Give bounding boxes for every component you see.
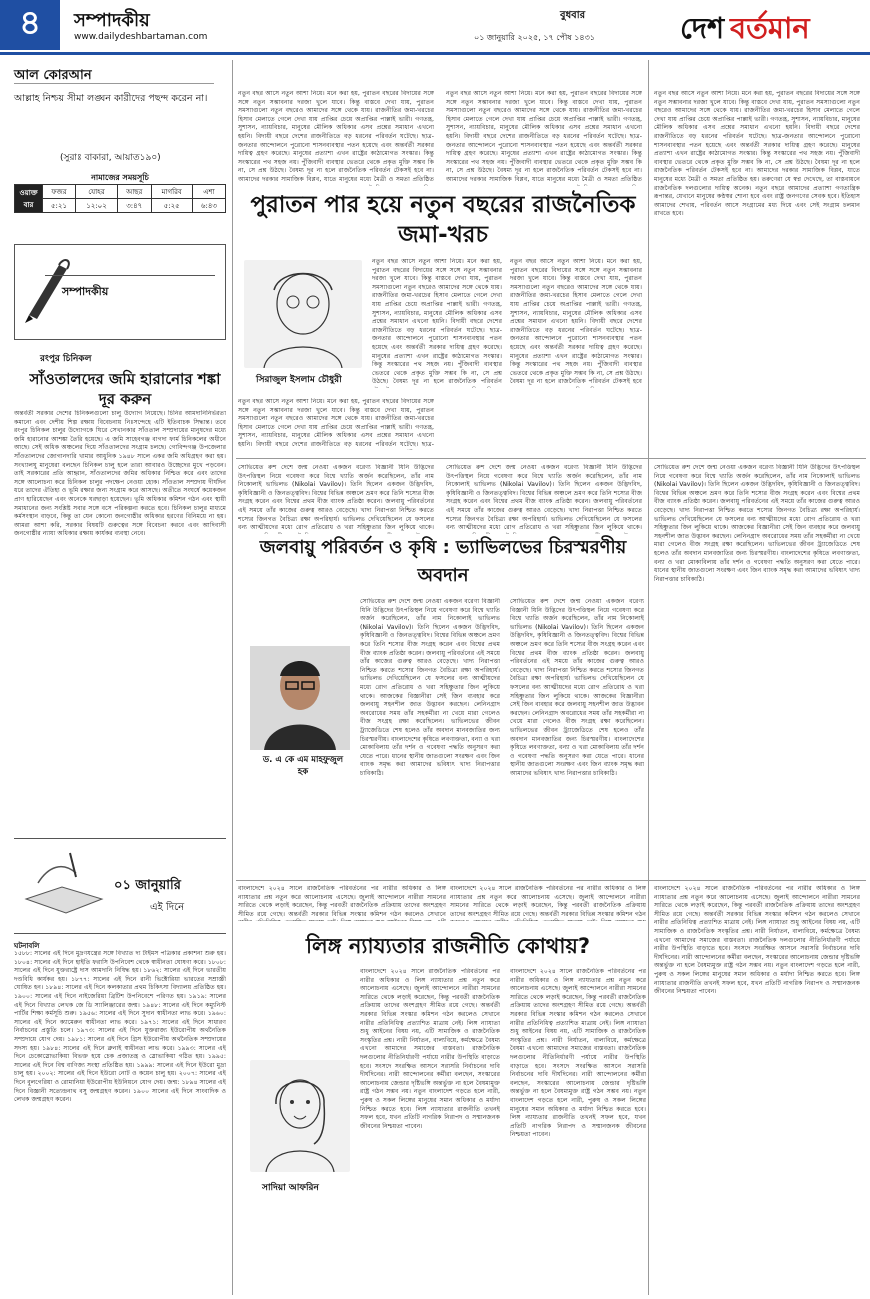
- namaz-time: ৫:২৫: [151, 199, 192, 213]
- article3-author: সাদিয়া আফরিন: [262, 1183, 319, 1193]
- author-photo: [250, 1060, 350, 1172]
- on-this-day-subtitle: এই দিনে: [150, 902, 185, 913]
- column-divider: [648, 60, 649, 1295]
- article1-column: নতুন বছর আসে নতুন আশা নিয়ে। মনে করা হয়, পুরাতন বছরের বিদায়ের সঙ্গে সঙ্গে নতুন সম্ভাবনার দরজা খুলে যাবে। কিন্তু বাস্তবে দেখা যায়, পুরাতন সমস্যাগুলো নতুন বছরেও আমাদের সঙ্গে থেকে যায়। রাজনীতির জমা-খরচের হিসাব মেলাতে গেলে দেখা যায় প্রাপ্তির চেয়ে অপ্রাপ্তির পাল্লাই ভারী। গণতন্ত্র, সুশাসন, ন্যায়বিচার, মানুষের মৌলিক অধিকার এসব প্রশ্নের সমাধান এখনো হয়নি। বিদায়ী বছরে দেশের রাজনীতিতে বড় ধরনের পরিবর্তন ঘটেছে। ছাত্র-জনতার আন্দোলনে পুরোনো শাসনব্যবস্থার পতন হয়েছে এবং অন্তর্বর্তী সরকার দায়িত্ব গ্রহণ করেছে। মানুষের প্রত্যাশা এখন রাষ্ট্রের কাঠামোগত সংস্কার। কিন্তু সংস্কারের পথ সহজ নয়। পুঁজিবাদী ব্যবস্থার ভেতরে থেকে প্রকৃত মুক্তি সম্ভব কি না, সে প্রশ্ন উঠছে। বৈষম্য দূর না হলে রাজনৈতিক পরিবর্তন টেকসই হবে না। আমাদের দরকার সামাজিক বিপ্লব, যাতে মানুষের মধ্যে মৈত্রী ও সমতা প্রতিষ্ঠিত: [238, 90, 434, 183]
- article1-author: সিরাজুল ইসলাম চৌধুরী: [256, 375, 342, 385]
- article3-headline: লিঙ্গ ন্যায্যতার রাজনীতি কোথায়?: [305, 934, 591, 958]
- editorial-headline: সাঁওতালদের জমি হারানোর শঙ্কা দূর করুন: [29, 370, 221, 408]
- article3-column: বাংলাদেশে ২০২৪ সালে রাজনৈতিক পরিবর্তনের পর নারীর অধিকার ও লিঙ্গ ন্যায্যতার প্রশ্ন নতুন করে আলোচনায় এসেছে। জুলাই আন্দোলনে নারীরা সামনের সারিতে থেকে লড়াই করেছেন, কিন্তু পরবর্তী রাজনৈতিক প্রক্রিয়ায় তাদের অংশগ্রহণ সীমিত রয়ে গেছে। অন্তর্বর্তী সরকার বিভিন্ন সংস্কার কমিশন গঠন: [450, 885, 646, 918]
- article1-column: নতুন বছর আসে নতুন আশা নিয়ে। মনে করা হয়, পুরাতন বছরের বিদায়ের সঙ্গে সঙ্গে নতুন সম্ভাবনার দরজা খুলে যাবে। কিন্তু বাস্তবে দেখা যায়, পুরাতন সমস্যাগুলো নতুন বছরেও আমাদের সঙ্গে থেকে যায়। রাজনীতির জমা-খরচের হিসাব মেলাতে গেলে দেখা যায় প্রাপ্তির চেয়ে অপ্রাপ্তির পাল্লাই ভারী। গণতন্ত্র, সুশাসন, ন্যায়বিচার, মানুষের মৌলিক অধিকার এসব প্রশ্নের সমাধান এখনো হয়নি। বিদায়ী বছরে দেশের রাজনীতিতে বড় ধরনের পরিবর্তন ঘটেছে। ছাত্র-জনতার আন্দোলনে পুরোনো শাসনব্যবস্থার পতন হয়েছে এবং অন্তর্বর্তী সরকার দায়িত্ব গ্রহণ করেছে। মানুষের প্রত্যাশা এখন রাষ্ট্রের কাঠামোগত সংস্কার। কিন্তু সংস্কারের পথ সহজ নয়। পুঁজিবাদী ব্যবস্থার ভেতরে থেকে প্রকৃত মুক্তি সম্ভব কি না, সে প্রশ্ন উঠছে। বৈষম্য দূর না হলে রাজনৈতিক পরিবর্তন টেকসই হবে না। আমাদের দরকার সামাজিক বিপ্লব, যাতে মানুষের মধ্যে মৈত্রী ও সমতা প্রতিষ্ঠিত হয়। তরুণেরা যে স্বপ্ন দেখেছে, তা বাস্তবায়নে রাজনৈতিক দলগুলোর দায়িত্ব অনেক। নতুন বছরে আমাদের প্রত্যাশা গণতান্ত্রিক রূপান্তর, যেখানে মানুষের কণ্ঠস্বর শোনা হবে এবং রাষ্ট্র জনগণের সেবক হবে। ইতিহাস আমাদের শেখায়, পরিবর্তন আসে সংগ্রামের মধ্য দিয়ে এবং সেই সংগ্রাম চলমান রাখতে হবে।: [654, 90, 860, 218]
- editorial-label: সম্পাদকীয়: [62, 285, 109, 298]
- editorial-banner: [14, 244, 226, 340]
- article1-headline: পুরাতন পার হয়ে নতুন বছরের রাজনৈতিক জমা-খরচ: [250, 192, 636, 248]
- koran-verse: আল্লাহ নিশ্চয় সীমা লঙ্ঘন কারীদের পছন্দ করেন না।: [14, 93, 208, 104]
- logo-part-1: দেশ: [680, 11, 725, 45]
- header-date: ০১ জানুয়ারি ২০২৫, ১৭ পৌষ ১৪৩১: [474, 33, 595, 42]
- header-day: বুধবার: [560, 10, 586, 21]
- on-this-day-title: ০১ জানুয়ারি: [114, 878, 181, 893]
- article3-column: বাংলাদেশে ২০২৪ সালে রাজনৈতিক পরিবর্তনের পর নারীর অধিকার ও লিঙ্গ ন্যায্যতার প্রশ্ন নতুন করে আলোচনায় এসেছে। জুলাই আন্দোলনে নারীরা সামনের সারিতে থেকে লড়াই করেছেন, কিন্তু পরবর্তী রাজনৈতিক প্রক্রিয়ায় তাদের অংশগ্রহণ সীমিত রয়ে গেছে। অন্তর্বর্তী সরকার বিভিন্ন সংস্কার কমিশন গঠন করলেও সেখানে নারীর প্রতিনিধিত্ব প্রত্যাশিত মাত্রায় নেই। লিঙ্গ ন্যায্যতা শুধু আইনের বিষয় নয়, এটি সামাজিক ও রাজনৈতিক সংস্কৃতির প্রশ্ন। নারী নির্যাতন, বাল্যবিয়ে, কর্মক্ষেত্রে বৈষম্য এখনো আমাদের সমাজের বাস্তবতা। রাজনৈতিক দলগুলোর নীতিনির্ধারণী পর্যায়ে নারীর উপস্থিতি বাড়াতে হবে। সংসদে সংরক্ষিত আসনে সরাসরি নির্বাচনের দাবি দীর্ঘদিনের। নারী আন্দোলনের কর্মীরা বলছেন, সংস্কারের আলোচনায় জেন্ডার দৃষ্টিভঙ্গি অন্তর্ভুক্ত না হলে বৈষম্যমুক্ত রাষ্ট্র গঠন সম্ভব নয়। নতুন বাংলাদেশ গড়তে হলে নারী, পুরুষ ও সকল লিঙ্গের মানুষের সমান অধিকার ও মর্যাদা নিশ্চিত করতে হবে। লিঙ্গ ন্যায্যতার রাজনীতি তখনই সফল হবে, যখন প্রতিটি নাগরিক নিরাপদ ও সম্মানজনক জীবনের নিশ্চয়তা পাবেন।: [360, 968, 500, 1130]
- site-url[interactable]: www.dailydeshbartaman.com: [74, 32, 208, 42]
- article3-column: বাংলাদেশে ২০২৪ সালে রাজনৈতিক পরিবর্তনের পর নারীর অধিকার ও লিঙ্গ ন্যায্যতার প্রশ্ন নতুন করে আলোচনায় এসেছে। জুলাই আন্দোলনে নারীরা সামনের সারিতে থেকে লড়াই করেছেন, কিন্তু পরবর্তী রাজনৈতিক প্রক্রিয়ায় তাদের অংশগ্রহণ সীমিত রয়ে গেছে। অন্তর্বর্তী সরকার বিভিন্ন সংস্কার কমিশন গঠন করলেও সেখানে নারীর প্রতিনিধিত্ব প্রত্যাশিত মাত্রায় নেই। লিঙ্গ ন্যায্যতা শুধু আইনের বিষয় নয়, এটি সামাজিক ও রাজনৈতিক সংস্কৃতির প্রশ্ন। নারী নির্যাতন, বাল্যবিয়ে, কর্মক্ষেত্রে বৈষম্য এখনো আমাদের সমাজের বাস্তবতা। রাজনৈতিক দলগুলোর নীতিনির্ধারণী পর্যায়ে নারীর উপস্থিতি বাড়াতে হবে। সংসদে সংরক্ষিত আসনে সরাসরি নির্বাচনের দাবি দীর্ঘদিনের। নারী আন্দোলনের কর্মীরা বলছেন, সংস্কারের আলোচনায় জেন্ডার দৃষ্টিভঙ্গি অন্তর্ভুক্ত না হলে বৈষম্যমুক্ত রাষ্ট্র গঠন সম্ভব নয়। নতুন বাংলাদেশ গড়তে হলে নারী, পুরুষ ও সকল লিঙ্গের মানুষের সমান অধিকার ও মর্যাদা নিশ্চিত করতে হবে। লিঙ্গ ন্যায্যতার রাজনীতি তখনই সফল হবে, যখন প্রতিটি নাগরিক নিরাপদ ও সম্মানজনক জীবনের নিশ্চয়তা পাবেন।: [510, 968, 646, 1139]
- banner-rule: [45, 275, 215, 276]
- newspaper-logo: [680, 6, 865, 44]
- events-body: ১৫৮৮: সালের এই দিনে মুদ্রণযন্ত্রের সঙ্গে বিখ্যাত দ্য টাইমস পত্রিকার প্রকাশনা শুরু হয়। ১৮০৪: সালের এই দিনে হাইতি ফরাসি উপনিবেশ থেকে স্বাধীনতা ঘোষণা করে। ১৮০৮: সালের এই দিনে যুক্তরাষ্ট্রে দাস আমদানি নিষিদ্ধ হয়। ১৮৬২: সালের এই দিনে ভারতীয় দণ্ডবিধি কার্যকর হয়। ১৮৭৭: সালের এই দিনে রানী ভিক্টোরিয়া ভারতের সম্রাজ্ঞী ঘোষিত হন। ১৮৯৪: সালের এই দিনে কলকাতার প্রথম চিকিৎসা বিদ্যালয় প্রতিষ্ঠিত হয়। ১৯০০: সালের এই দিনে নাইজেরিয়া ব্রিটিশ উপনিবেশে পরিণত হয়। ১৯১৯: সালের এই দিনে বিখ্যাত লেখক জে ডি স্যালিঞ্জারের জন্ম। ১৯৪৮: সালের এই দিনে কম্যুনিস্ট পার্টির শিক্ষা কর্মসূচি শুরু। ১৯৫৬: সালের এই দিনে সুদান স্বাধীনতা লাভ করে। ১৯৬০: সালের এই দিনে ক্যামেরুন স্বাধীনতা লাভ করে। ১৯৭১: সালের এই দিনে সাধারণ নির্বাচনের প্রস্তুতি চলে। ১৯৭৩: সালের এই দিনে যুক্তরাজ্য ইউরোপীয় অর্থনৈতিক সম্প্রদায়ে যোগ দেয়। ১৯৮১: সালের এই দিনে গ্রিস ইউরোপীয় অর্থনৈতিক সম্প্রদায়ের সদস্য হয়। ১৯৮৪: সালের এই দিনে ব্রুনাই স্বাধীনতা লাভ করে। ১৯৯৩: সালের এই দিনে চেকোস্লোভাকিয়া বিভক্ত হয়ে চেক প্রজাতন্ত্র ও স্লোভাকিয়া গঠিত হয়। ১৯৯৫: সালের এই দিনে বিশ্ব বাণিজ্য সংস্থা প্রতিষ্ঠিত হয়। ১৯৯৯: সালের এই দিনে ইউরো মুদ্রা চালু হয়। ২০০২: সালের এই দিনে ইউরো নোট ও কয়েন চালু হয়। ২০০৭: সালের এই দিনে বুলগেরিয়া ও রোমানিয়া ইউরোপীয় ইউনিয়নে যোগ দেয়। জন্ম: ১৮৯৪ সালের এই দিনে বিজ্ঞানী সত্যেন্দ্রনাথ বসু জন্মগ্রহণ করেন। ১৯০০ সালের এই দিনে সাংবাদিক ও লেখক জন্মগ্রহণ করেন।: [14, 950, 226, 1104]
- article1-column: নতুন বছর আসে নতুন আশা নিয়ে। মনে করা হয়, পুরাতন বছরের বিদায়ের সঙ্গে সঙ্গে নতুন সম্ভাবনার দরজা খুলে যাবে। কিন্তু বাস্তবে দেখা যায়, পুরাতন সমস্যাগুলো নতুন বছরেও আমাদের সঙ্গে থেকে যায়। রাজনীতির জমা-খরচের হিসাব মেলাতে গেলে দেখা যায় প্রাপ্তির চেয়ে অপ্রাপ্তির পাল্লাই ভারী। গণতন্ত্র, সুশাসন, ন্যায়বিচার, মানুষের মৌলিক অধিকার এসব প্রশ্নের সমাধান এখনো হয়নি। বিদায়ী বছরে দেশের রাজনীতিতে বড় ধরনের পরিবর্তন ঘটেছে। ছাত্র-জনতার আন্দোলনে পুরোনো শাসনব্যবস্থার পতন হয়েছে এবং অন্তর্বর্তী সরকার দায়িত্ব গ্রহণ করেছে। মানুষের প্রত্যাশা এখন রাষ্ট্রের কাঠামোগত সংস্কার। কিন্তু সংস্কারের পথ সহজ নয়। পুঁজিবাদী ব্যবস্থার ভেতরে থেকে প্রকৃত মুক্তি সম্ভব কি না, সে প্রশ্ন উঠছে। বৈষম্য দূর না হলে রাজনৈতিক পরিবর্তন: [372, 258, 502, 386]
- namaz-label: ওয়াক্ত বার: [15, 185, 43, 213]
- article1-column: নতুন বছর আসে নতুন আশা নিয়ে। মনে করা হয়, পুরাতন বছরের বিদায়ের সঙ্গে সঙ্গে নতুন সম্ভাবনার দরজা খুলে যাবে। কিন্তু বাস্তবে দেখা যায়, পুরাতন সমস্যাগুলো নতুন বছরেও আমাদের সঙ্গে থেকে যায়। রাজনীতির জমা-খরচের হিসাব মেলাতে গেলে দেখা যায় প্রাপ্তির চেয়ে অপ্রাপ্তির পাল্লাই ভারী। গণতন্ত্র, সুশাসন, ন্যায়বিচার, মানুষের মৌলিক অধিকার এসব প্রশ্নের সমাধান এখনো হয়নি। বিদায়ী বছরে দেশের রাজনীতিতে বড় ধরনের পরিবর্তন ঘটেছে। ছাত্র-জনতার আন্দোলনে পুরোনো শাসনব্যবস্থার পতন হয়েছে এবং অন্তর্বর্তী সরকার দায়িত্ব গ্রহণ করেছে। মানুষের প্রত্যাশা এখন রাষ্ট্রের কাঠামোগত সংস্কার। কিন্তু সংস্কারের পথ সহজ নয়। পুঁজিবাদী ব্যবস্থার ভেতরে থেকে প্রকৃত মুক্তি সম্ভব কি না, সে প্রশ্ন উঠছে। বৈষম্য দূর না হলে রাজনৈতিক পরিবর্তন টেকসই হবে না। আমাদের দরকার সামাজিক বিপ্লব, যাতে মানুষের মধ্যে মৈত্রী ও সমতা প্রতিষ্ঠিত: [446, 90, 642, 183]
- article2-column: সোভিয়েত রুশ দেশে জন্ম নেওয়া একজন বরেণ্য বিজ্ঞানী যিনি উদ্ভিদের উৎপত্তিস্থল নিয়ে গবেষণা করে বিশ্বে খ্যাতি অর্জন করেছিলেন, তাঁর নাম নিকোলাই ভাভিলভ (Nikolai Vavilov)। তিনি ছিলেন একজন উদ্ভিদবিদ, কৃষিবিজ্ঞানী ও জিনতত্ত্ববিদ। বিশ্বের বিভিন্ন অঞ্চলে ভ্রমণ করে তিনি শস্যের বীজ সংগ্রহ করেন এবং বিশ্বের প্রথম বীজ ব্যাংক প্রতিষ্ঠা করেন। জলবায়ু পরিবর্তনের এই সময়ে তাঁর কাজের গুরুত্ব আরও বেড়েছে। খাদ্য নিরাপত্তা নিশ্চিত করতে শস্যের জিনগত বৈচিত্র্য রক্ষা অপরিহার্য। ভাভিলভ দেখিয়েছিলেন যে ফসলের বন্য আত্মীয়দের মধ্যে রোগ প্রতিরোধ ও খরা সহিষ্ণুতার জিন লুকিয়ে থাকে। আজকের বিজ্ঞানীরা সেই জিন ব্যবহার করে জলবায়ু সহনশীল জাত উদ্ভাবন করছেন। লেনিনগ্রাদ অবরোধের সময় তাঁর সহকর্মীরা না খেয়ে মারা গেলেও বীজ সংগ্রহ রক্ষা করেছিলেন। ভাভিলভের জীবন ট্র্যাজেডিতে শেষ হলেও তাঁর অবদান মানবজাতির জন্য চিরস্মরণীয়। বাংলাদেশের কৃষিতে লবণাক্ততা, বন্যা ও খরা মোকাবিলায় তাঁর দর্শন ও গবেষণা পদ্ধতি অনুসরণ করা যেতে পারে। ধানের স্থানীয় জাতগুলো সংরক্ষণ এবং জিন ব্যাংক সমৃদ্ধ করা আমাদের ভবিষ্যৎ খাদ্য নিরাপত্তার চাবিকাঠি।: [360, 598, 500, 777]
- editorial-kicker: রংপুর চিনিকল: [40, 354, 92, 364]
- namaz-title: নামাজের সময়সূচি: [91, 173, 149, 182]
- namaz-header: ফজর: [43, 185, 76, 199]
- header-divider: [0, 52, 870, 55]
- page-number: ৪: [0, 0, 60, 50]
- events-label: ঘটনাবলি: [14, 942, 40, 950]
- editorial-body: অন্তর্বর্তী সরকার দেশের চিনিকলগুলো চালু উদ্যোগ নিয়েছে। চিনির আমদানিনির্ভরতা কমানো এবং দেশীয় শিল্প রক্ষায় বিবেচনায় নিঃসন্দেহে এটি ইতিবাচক সিদ্ধান্ত। তবে রংপুর চিনিকল চালুর উদ্যোগকে ঘিরে সেখানকার সাঁওতাল সম্প্রদায়ের মানুষদের মধ্যে জমি হারানোর আশঙ্কা তৈরি হয়েছে। এ জমি সাহেবগঞ্জ বাগদা ফার্ম চিনিকলের অধীনে আছে। সেই অধিক অঞ্চলের দিয়ে সাঁওতালদের সংগ্রাম চলছে। গোবিন্দগঞ্জ উপজেলার সাঁওতালদের জোগানদারি খামার আধুনিক ১৯৪৮ সালে একর জমি অধিগ্রহণ করা হয়। সংখ্যালঘু মানুষেরা বলছেন চিনিকল চালু হলে তারা আবারও উচ্ছেদের মুখে পড়বেন। তাই সরকারের প্রতি আহ্বান, সাঁওতালদের জমির অধিকার নিশ্চিত করে এবং তাদের সঙ্গে আলোচনা করে চিনিকল চালুর পদক্ষেপ নেওয়া হোক। সাঁওতাল সম্প্রদায় দীর্ঘদিন ধরে তাদের ঐতিহ্য ও ভূমি রক্ষার জন্য সংগ্রাম করে আসছে। অতীতে সংঘর্ষে কয়েকজন প্রাণ হারিয়েছেন এবং অনেকে ঘরছাড়া হয়েছেন। ভূমি অধিকার কমিশন গঠন এবং স্থায়ী সমাধানের জন্য সংশ্লিষ্ট সবার সঙ্গে বসে পরিকল্পনা করতে হবে। চিনিকল চালুর মাধ্যমে কর্মসংস্থান বাড়বে, কিন্তু তা যেন কোনো জনগোষ্ঠীর অধিকার হরণের বিনিময়ে না হয়। আমরা আশা করি, সরকার বিষয়টি গুরুত্বের সঙ্গে বিবেচনা করবে এবং আদিবাসী জনগোষ্ঠীর ন্যায্য অধিকার রক্ষায় কার্যকর ব্যবস্থা নেবে।: [14, 410, 226, 538]
- namaz-header: এশা: [192, 185, 225, 199]
- namaz-time: ৬:৪৩: [192, 199, 225, 213]
- article2-column: সোভিয়েত রুশ দেশে জন্ম নেওয়া একজন বরেণ্য বিজ্ঞানী যিনি উদ্ভিদের উৎপত্তিস্থল নিয়ে গবেষণা করে বিশ্বে খ্যাতি অর্জন করেছিলেন, তাঁর নাম নিকোলাই ভাভিলভ (Nikolai Vavilov)। তিনি ছিলেন একজন উদ্ভিদবিদ, কৃষিবিজ্ঞানী ও জিনতত্ত্ববিদ। বিশ্বের বিভিন্ন অঞ্চলে ভ্রমণ করে তিনি শস্যের বীজ সংগ্রহ করেন এবং বিশ্বের প্রথম বীজ ব্যাংক প্রতিষ্ঠা করেন। জলবায়ু পরিবর্তনের এই সময়ে তাঁর কাজের গুরুত্ব আরও বেড়েছে। খাদ্য নিরাপত্তা নিশ্চিত করতে শস্যের জিনগত বৈচিত্র্য রক্ষা অপরিহার্য। ভাভিলভ দেখিয়েছিলেন যে ফসলের বন্য আত্মীয়দের মধ্যে রোগ প্রতিরোধ ও খরা সহিষ্ণুতার জিন লুকিয়ে থাকে।: [446, 464, 642, 532]
- column-divider: [232, 60, 233, 1295]
- article1-column: নতুন বছর আসে নতুন আশা নিয়ে। মনে করা হয়, পুরাতন বছরের বিদায়ের সঙ্গে সঙ্গে নতুন সম্ভাবনার দরজা খুলে যাবে। কিন্তু বাস্তবে দেখা যায়, পুরাতন সমস্যাগুলো নতুন বছরেও আমাদের সঙ্গে থেকে যায়। রাজনীতির জমা-খরচের হিসাব মেলাতে গেলে দেখা যায় প্রাপ্তির চেয়ে অপ্রাপ্তির পাল্লাই ভারী। গণতন্ত্র, সুশাসন, ন্যায়বিচার, মানুষের মৌলিক অধিকার এসব প্রশ্নের সমাধান এখনো হয়নি। বিদায়ী বছরে দেশের রাজনীতিতে বড় ধরনের পরিবর্তন ঘটেছে। ছাত্র-জনতার আন্দোলনে পুরোনো শাসনব্যবস্থার পতন হয়েছে এবং অন্তর্বর্তী সরকার দায়িত্ব গ্রহণ করেছে। মানুষের প্রত্যাশা এখন রাষ্ট্রের কাঠামোগত সংস্কার। কিন্তু সংস্কারের পথ সহজ নয়। পুঁজিবাদী ব্যবস্থার ভেতরে থেকে প্রকৃত মুক্তি সম্ভব কি না, সে প্রশ্ন উঠছে। বৈষম্য দূর না হলে রাজনৈতিক পরিবর্তন টেকসই হবে: [510, 258, 642, 386]
- article2-author: ড. এ কে এম মাহফুজুল হক: [262, 755, 344, 777]
- article3-column: বাংলাদেশে ২০২৪ সালে রাজনৈতিক পরিবর্তনের পর নারীর অধিকার ও লিঙ্গ ন্যায্যতার প্রশ্ন নতুন করে আলোচনায় এসেছে। জুলাই আন্দোলনে নারীরা সামনের সারিতে থেকে লড়াই করেছেন, কিন্তু পরবর্তী রাজনৈতিক প্রক্রিয়ায় তাদের অংশগ্রহণ সীমিত রয়ে গেছে। অন্তর্বর্তী সরকার বিভিন্ন সংস্কার কমিশন গঠন করলেও সেখানে নারীর প্রতিনিধিত্ব প্রত্যাশিত মাত্রায় নেই। লিঙ্গ ন্যায্যতা শুধু আইনের বিষয় নয়, এটি সামাজিক ও রাজনৈতিক সংস্কৃতির প্রশ্ন। নারী নির্যাতন, বাল্যবিয়ে, কর্মক্ষেত্রে বৈষম্য এখনো আমাদের সমাজের বাস্তবতা। রাজনৈতিক দলগুলোর নীতিনির্ধারণী পর্যায়ে নারীর উপস্থিতি বাড়াতে হবে। সংসদে সংরক্ষিত আসনে সরাসরি নির্বাচনের দাবি দীর্ঘদিনের। নারী আন্দোলনের কর্মীরা বলছেন, সংস্কারের আলোচনায় জেন্ডার দৃষ্টিভঙ্গি অন্তর্ভুক্ত না হলে বৈষম্যমুক্ত রাষ্ট্র গঠন সম্ভব নয়। নতুন বাংলাদেশ গড়তে হলে নারী, পুরুষ ও সকল লিঙ্গের মানুষের সমান অধিকার ও মর্যাদা নিশ্চিত করতে হবে। লিঙ্গ ন্যায্যতার রাজনীতি তখনই সফল হবে, যখন প্রতিটি নাগরিক নিরাপদ ও সম্মানজনক জীবনের নিশ্চয়তা পাবেন।: [654, 885, 860, 996]
- section-title: সম্পাদকীয়: [74, 10, 150, 31]
- article2-column: সোভিয়েত রুশ দেশে জন্ম নেওয়া একজন বরেণ্য বিজ্ঞানী যিনি উদ্ভিদের উৎপত্তিস্থল নিয়ে গবেষণা করে বিশ্বে খ্যাতি অর্জন করেছিলেন, তাঁর নাম নিকোলাই ভাভিলভ (Nikolai Vavilov)। তিনি ছিলেন একজন উদ্ভিদবিদ, কৃষিবিজ্ঞানী ও জিনতত্ত্ববিদ। বিশ্বের বিভিন্ন অঞ্চলে ভ্রমণ করে তিনি শস্যের বীজ সংগ্রহ করেন এবং বিশ্বের প্রথম বীজ ব্যাংক প্রতিষ্ঠা করেন। জলবায়ু পরিবর্তনের এই সময়ে তাঁর কাজের গুরুত্ব আরও বেড়েছে। খাদ্য নিরাপত্তা নিশ্চিত করতে শস্যের জিনগত বৈচিত্র্য রক্ষা অপরিহার্য। ভাভিলভ দেখিয়েছিলেন যে ফসলের বন্য আত্মীয়দের মধ্যে রোগ প্রতিরোধ ও খরা সহিষ্ণুতার জিন লুকিয়ে থাকে।: [238, 464, 434, 532]
- author-portrait-icon: [244, 260, 362, 368]
- namaz-table: [14, 184, 226, 213]
- namaz-time: ৩:৪৭: [117, 199, 151, 213]
- namaz-header: মাগরিব: [151, 185, 192, 199]
- koran-title: আল কোরআন: [14, 68, 92, 83]
- article2-column: সোভিয়েত রুশ দেশে জন্ম নেওয়া একজন বরেণ্য বিজ্ঞানী যিনি উদ্ভিদের উৎপত্তিস্থল নিয়ে গবেষণা করে বিশ্বে খ্যাতি অর্জন করেছিলেন, তাঁর নাম নিকোলাই ভাভিলভ (Nikolai Vavilov)। তিনি ছিলেন একজন উদ্ভিদবিদ, কৃষিবিজ্ঞানী ও জিনতত্ত্ববিদ। বিশ্বের বিভিন্ন অঞ্চলে ভ্রমণ করে তিনি শস্যের বীজ সংগ্রহ করেন এবং বিশ্বের প্রথম বীজ ব্যাংক প্রতিষ্ঠা করেন। জলবায়ু পরিবর্তনের এই সময়ে তাঁর কাজের গুরুত্ব আরও বেড়েছে। খাদ্য নিরাপত্তা নিশ্চিত করতে শস্যের জিনগত বৈচিত্র্য রক্ষা অপরিহার্য। ভাভিলভ দেখিয়েছিলেন যে ফসলের বন্য আত্মীয়দের মধ্যে রোগ প্রতিরোধ ও খরা সহিষ্ণুতার জিন লুকিয়ে থাকে। আজকের বিজ্ঞানীরা সেই জিন ব্যবহার করে জলবায়ু সহনশীল জাত উদ্ভাবন করছেন। লেনিনগ্রাদ অবরোধের সময় তাঁর সহকর্মীরা না খেয়ে মারা গেলেও বীজ সংগ্রহ রক্ষা করেছিলেন। ভাভিলভের জীবন ট্র্যাজেডিতে শেষ হলেও তাঁর অবদান মানবজাতির জন্য চিরস্মরণীয়। বাংলাদেশের কৃষিতে লবণাক্ততা, বন্যা ও খরা মোকাবিলায় তাঁর দর্শন ও গবেষণা পদ্ধতি অনুসরণ করা যেতে পারে। ধানের স্থানীয় জাতগুলো সংরক্ষণ এবং জিন ব্যাংক সমৃদ্ধ করা আমাদের ভবিষ্যৎ খাদ্য নিরাপত্তার চাবিকাঠি।: [510, 598, 644, 777]
- author-photo: [244, 260, 362, 368]
- namaz-time: ৫:২১: [43, 199, 76, 213]
- logo-part-2: বর্তমান: [729, 11, 810, 45]
- article2-column: সোভিয়েত রুশ দেশে জন্ম নেওয়া একজন বরেণ্য বিজ্ঞানী যিনি উদ্ভিদের উৎপত্তিস্থল নিয়ে গবেষণা করে বিশ্বে খ্যাতি অর্জন করেছিলেন, তাঁর নাম নিকোলাই ভাভিলভ (Nikolai Vavilov)। তিনি ছিলেন একজন উদ্ভিদবিদ, কৃষিবিজ্ঞানী ও জিনতত্ত্ববিদ। বিশ্বের বিভিন্ন অঞ্চলে ভ্রমণ করে তিনি শস্যের বীজ সংগ্রহ করেন এবং বিশ্বের প্রথম বীজ ব্যাংক প্রতিষ্ঠা করেন। জলবায়ু পরিবর্তনের এই সময়ে তাঁর কাজের গুরুত্ব আরও বেড়েছে। খাদ্য নিরাপত্তা নিশ্চিত করতে শস্যের জিনগত বৈচিত্র্য রক্ষা অপরিহার্য। ভাভিলভ দেখিয়েছিলেন যে ফসলের বন্য আত্মীয়দের মধ্যে রোগ প্রতিরোধ ও খরা সহিষ্ণুতার জিন লুকিয়ে থাকে। আজকের বিজ্ঞানীরা সেই জিন ব্যবহার করে জলবায়ু সহনশীল জাত উদ্ভাবন করছেন। লেনিনগ্রাদ অবরোধের সময় তাঁর সহকর্মীরা না খেয়ে মারা গেলেও বীজ সংগ্রহ রক্ষা করেছিলেন। ভাভিলভের জীবন ট্র্যাজেডিতে শেষ হলেও তাঁর অবদান মানবজাতির জন্য চিরস্মরণীয়। বাংলাদেশের কৃষিতে লবণাক্ততা, বন্যা ও খরা মোকাবিলায় তাঁর দর্শন ও গবেষণা পদ্ধতি অনুসরণ করা যেতে পারে। ধানের স্থানীয় জাতগুলো সংরক্ষণ এবং জিন ব্যাংক সমৃদ্ধ করা আমাদের ভবিষ্যৎ খাদ্য নিরাপত্তার চাবিকাঠি।: [654, 464, 860, 583]
- article1-column: নতুন বছর আসে নতুন আশা নিয়ে। মনে করা হয়, পুরাতন বছরের বিদায়ের সঙ্গে সঙ্গে নতুন সম্ভাবনার দরজা খুলে যাবে। কিন্তু বাস্তবে দেখা যায়, পুরাতন সমস্যাগুলো নতুন বছরেও আমাদের সঙ্গে থেকে যায়। রাজনীতির জমা-খরচের হিসাব মেলাতে গেলে দেখা যায় প্রাপ্তির চেয়ে অপ্রাপ্তির পাল্লাই ভারী। গণতন্ত্র, সুশাসন, ন্যায়বিচার, মানুষের মৌলিক অধিকার এসব প্রশ্নের সমাধান এখনো হয়নি। বিদায়ী বছরে দেশের রাজনীতিতে বড় ধরনের পরিবর্তন ঘটেছে। ছাত্র-: [238, 398, 434, 448]
- author-portrait-icon: [250, 646, 350, 750]
- namaz-time: ১২:০২: [76, 199, 118, 213]
- namaz-header: যোহর: [76, 185, 118, 199]
- section-divider: [236, 458, 866, 459]
- author-photo: [250, 646, 350, 750]
- article2-headline: জলবায়ু পরিবর্তন ও কৃষি : ভ্যাভিলভের চিরস্মরণীয় অবদান: [259, 537, 627, 586]
- section-divider: [236, 880, 866, 881]
- article3-column: বাংলাদেশে ২০২৪ সালে রাজনৈতিক পরিবর্তনের পর নারীর অধিকার ও লিঙ্গ ন্যায্যতার প্রশ্ন নতুন করে আলোচনায় এসেছে। জুলাই আন্দোলনে নারীরা সামনের সারিতে থেকে লড়াই করেছেন, কিন্তু পরবর্তী রাজনৈতিক প্রক্রিয়ায় তাদের অংশগ্রহণ সীমিত রয়ে গেছে। অন্তর্বর্তী সরকার বিভিন্ন সংস্কার কমিশন গঠন করলেও সেখানে: [238, 885, 446, 918]
- koran-divider: [14, 83, 214, 84]
- koran-reference: (সুরাঃ বাকারা, আয়াত১৯০): [60, 153, 161, 163]
- namaz-header: আছর: [117, 185, 151, 199]
- book-icon: [18, 847, 108, 927]
- author-portrait-icon: [250, 1060, 350, 1172]
